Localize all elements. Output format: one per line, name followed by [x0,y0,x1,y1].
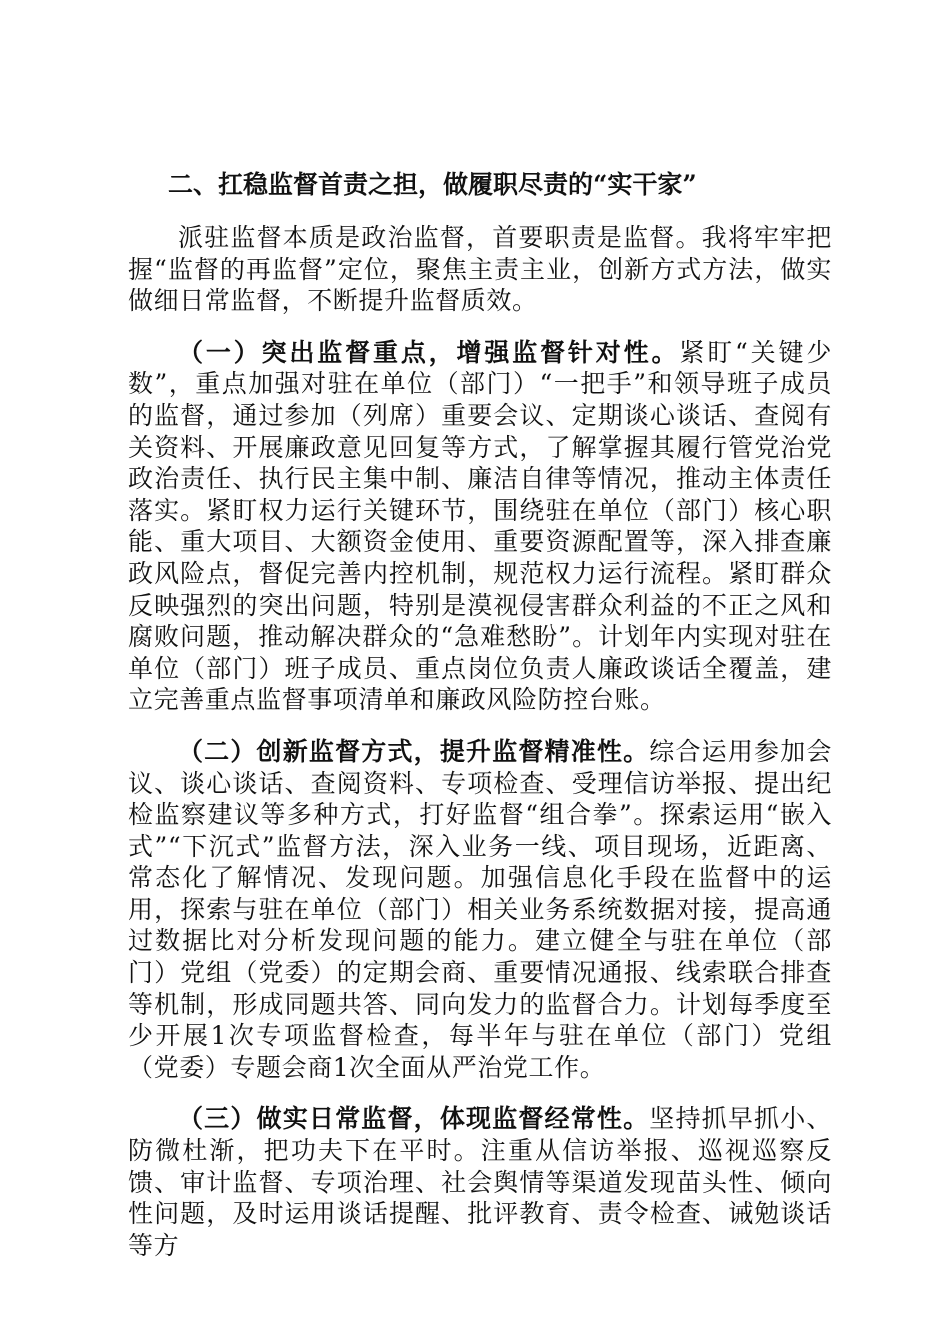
intro-paragraph: 派驻监督本质是政治监督，首要职责是监督。我将牢牢把握“监督的再监督”定位，聚焦主责主业，创新方式方法，做实做细日常监督，不断提升监督质效。 [128,223,832,316]
paragraph-body: 坚持抓早抓小、防微杜渐，把功夫下在平时。注重从信访举报、巡视巡察反馈、审计监督、专项治理、社会舆情等渠道发现苗头性、倾向性问题，及时运用谈话提醒、批评教育、责令检查、诫勉谈话等方 [128,1104,832,1260]
paragraph-item-2 [128,736,832,1084]
paragraph-body: 紧盯“关键少数”，重点加强对驻在单位（部门）“一把手”和领导班子成员的监督，通过参加（列席）重要会议、定期谈心谈话、查阅有关资料、开展廉政意见回复等方式，了解掌握其履行管党治党政治责任、执行民主集中制、廉洁自律等情况，推动主体责任落实。紧盯权力运行关键环节，围绕驻在单位（部门）核心职能、重大项目、大额资金使用、重要资源配置等，深入排查廉政风险点，督促完善内控机制，规范权力运行流程。紧盯群众反映强烈的突出问题，特别是漠视侵害群众利益的不正之风和腐败问题，推动解决群众的“急难愁盼”。计划年内实现对驻在单位（部门）班子成员、重点岗位负责人廉政谈话全覆盖，建立完善重点监督事项清单和廉政风险防控台账。 [128,337,832,715]
paragraph-item-3 [128,1103,832,1261]
paragraph-lead: （一）突出监督重点，增强监督针对性。 [178,337,680,367]
paragraph-item-1 [128,337,832,716]
document-body [128,168,832,1281]
paragraph-body: 综合运用参加会议、谈心谈话、查阅资料、专项检查、受理信访举报、提出纪检监察建议等多种方式，打好监督“组合拳”。探索运用“嵌入式”“下沉式”监督方法，深入业务一线、项目现场，近距离、常态化了解情况、发现问题。加强信息化手段在监督中的运用，探索与驻在单位（部门）相关业务系统数据对接，提高通过数据比对分析发现问题的能力。建立健全与驻在单位（部门）党组（党委）的定期会商、重要情况通报、线索联合排查等机制，形成同题共答、同向发力的监督合力。计划每季度至少开展1次专项监督检查，每半年与驻在单位（部门）党组（党委）专题会商1次全面从严治党工作。 [128,736,832,1082]
paragraph-lead: （二）创新监督方式，提升监督精准性。 [178,736,650,766]
paragraph-lead: （三）做实日常监督，体现监督经常性。 [178,1104,650,1134]
section-heading: 二、扛稳监督首责之担，做履职尽责的“实干家” [168,170,697,199]
